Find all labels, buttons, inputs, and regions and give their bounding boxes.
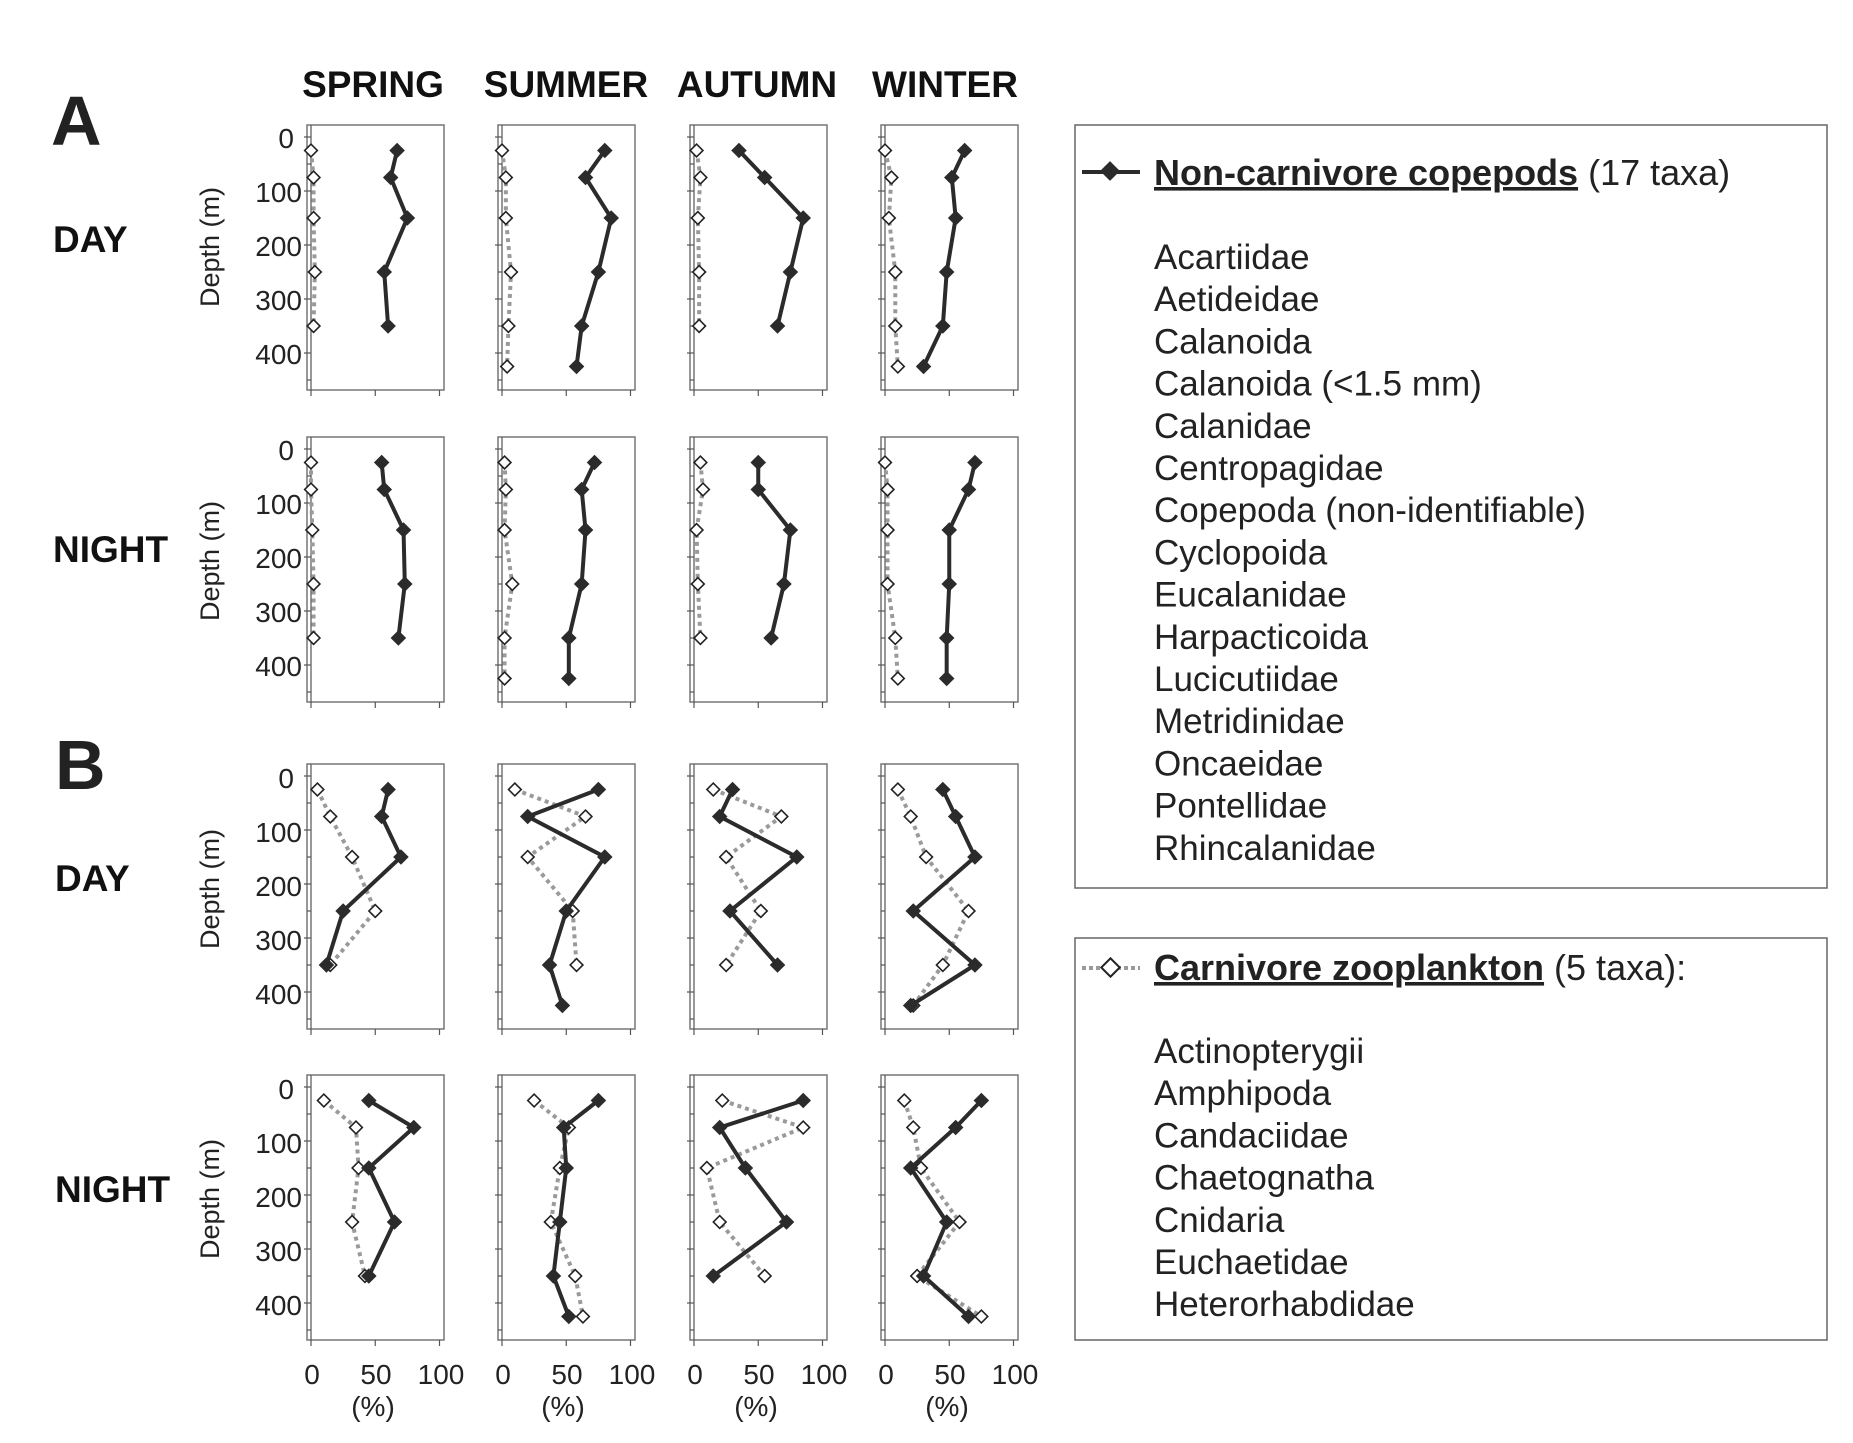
- noncarnivore-point: [520, 809, 536, 825]
- carnivore-point: [898, 1094, 911, 1107]
- legend-carnivore-items: [1154, 1032, 1415, 1324]
- noncarnivore-point: [546, 1268, 562, 1284]
- x-tick-label: 50: [360, 1359, 392, 1390]
- carnivore-point: [797, 1121, 810, 1134]
- carnivore-point: [498, 456, 511, 469]
- noncarnivore-series-line: [911, 790, 975, 1006]
- carnivore-point: [693, 320, 706, 333]
- noncarnivore-point: [391, 630, 407, 646]
- panel-b-day-spring: [304, 764, 444, 1035]
- noncarnivore-point: [725, 782, 741, 798]
- carnivore-point: [307, 171, 320, 184]
- noncarnivore-point: [574, 482, 590, 498]
- carnivore-point: [346, 1216, 359, 1229]
- carnivore-series-line: [904, 1101, 981, 1317]
- carnivore-point: [697, 483, 710, 496]
- y-axis-label-a-night: Depth (m): [195, 500, 225, 622]
- y-tick-label: 200: [255, 231, 302, 262]
- noncarnivore-point: [396, 522, 412, 538]
- legend-carnivore: [1075, 938, 1827, 1340]
- noncarnivore-point: [374, 455, 390, 471]
- noncarnivore-point: [967, 455, 983, 471]
- noncarnivore-point: [941, 522, 957, 538]
- panel-a-night-summer: [495, 437, 635, 708]
- legend-taxon: Amphipoda: [1154, 1074, 1332, 1114]
- panel-a-day-winter: [878, 125, 1018, 396]
- carnivore-point: [716, 1094, 729, 1107]
- carnivore-point: [498, 524, 511, 537]
- panel-a-day-spring: [304, 125, 444, 396]
- carnivore-point: [307, 320, 320, 333]
- noncarnivore-point: [712, 809, 728, 825]
- legend-taxon: Aetideidae: [1154, 280, 1320, 320]
- noncarnivore-point: [776, 576, 792, 592]
- legend-noncarnivore: [1075, 125, 1827, 888]
- carnivore-point: [306, 524, 319, 537]
- panel-b-night-autumn: [687, 1075, 827, 1346]
- legend-taxon: Cnidaria: [1154, 1200, 1285, 1240]
- carnivore-point: [501, 360, 514, 373]
- legend-taxon: Pontellidae: [1154, 786, 1328, 826]
- noncarnivore-series-line: [577, 151, 612, 367]
- y-tick-label: 100: [255, 817, 302, 848]
- legend-taxon: Eucalanidae: [1154, 575, 1347, 615]
- legend-taxon: Calanoida (<1.5 mm): [1154, 364, 1482, 404]
- y-tick-label: 100: [255, 489, 302, 520]
- carnivore-point: [754, 905, 767, 918]
- legend-taxon: Copepoda (non-identifiable): [1154, 491, 1586, 531]
- legend-taxon: Euchaetidae: [1154, 1243, 1349, 1282]
- x-tick-label: 100: [991, 1359, 1039, 1390]
- panel-a-night-autumn: [687, 437, 827, 708]
- legend-taxon: Harpacticoida: [1154, 617, 1368, 657]
- legend-noncarnivore-title: Non-carnivore copepods: [1154, 152, 1579, 193]
- carnivore-point: [528, 1094, 541, 1107]
- carnivore-point: [889, 632, 902, 645]
- row-label-a-night: NIGHT: [53, 529, 169, 570]
- carnivore-point: [891, 360, 904, 373]
- panel-frame: [690, 125, 827, 390]
- carnivore-point: [498, 632, 511, 645]
- x-axis-label: (%): [734, 1391, 778, 1422]
- carnivore-point: [569, 1270, 582, 1283]
- y-tick-label: 0: [278, 763, 294, 794]
- y-tick-label: 0: [278, 123, 294, 154]
- noncarnivore-point: [376, 482, 392, 498]
- noncarnivore-series-line: [528, 790, 605, 1006]
- y-tick-label: 400: [255, 979, 302, 1010]
- noncarnivore-point: [763, 630, 779, 646]
- noncarnivore-point: [376, 264, 392, 280]
- carnivore-point: [505, 266, 518, 279]
- panel-letter-a: A: [51, 82, 102, 160]
- y-tick-label: 100: [255, 1128, 302, 1159]
- y-tick-label: 300: [255, 285, 302, 316]
- panel-frame: [307, 125, 444, 390]
- y-tick-label: 300: [255, 597, 302, 628]
- panel-frame: [498, 437, 635, 702]
- noncarnivore-point: [941, 576, 957, 592]
- y-tick-label: 400: [255, 651, 302, 682]
- noncarnivore-point: [561, 671, 577, 687]
- legend-carnivore-heading: [1154, 947, 1686, 988]
- carnivore-point: [758, 1270, 771, 1283]
- carnivore-point: [311, 783, 324, 796]
- season-header-summer: SUMMER: [483, 64, 649, 105]
- legend-taxon: Metridinidae: [1154, 702, 1345, 742]
- y-tick-label: 100: [255, 177, 302, 208]
- noncarnivore-point: [578, 522, 594, 538]
- carnivore-point: [307, 212, 320, 225]
- carnivore-point: [962, 905, 975, 918]
- panel-b-day-summer: [495, 764, 635, 1035]
- x-axis-label: (%): [351, 1391, 395, 1422]
- noncarnivore-point: [561, 1309, 577, 1325]
- x-tick-label: 0: [687, 1359, 703, 1390]
- row-label-b-day: DAY: [55, 858, 130, 899]
- carnivore-point: [307, 632, 320, 645]
- noncarnivore-point: [387, 1214, 403, 1230]
- legend-taxon: Actinopterygii: [1154, 1032, 1365, 1071]
- y-axis-label-b-night: Depth (m): [195, 1138, 225, 1260]
- panel-b-night-summer: [495, 1075, 635, 1346]
- carnivore-point: [694, 456, 707, 469]
- panel-frame: [307, 1075, 444, 1340]
- panel-frame: [498, 125, 635, 390]
- panel-b-night-spring: [304, 1075, 444, 1346]
- carnivore-point: [936, 959, 949, 972]
- legend-taxon: Centropagidae: [1154, 449, 1384, 488]
- legend-taxon: Candaciidae: [1154, 1116, 1349, 1156]
- x-tick-label: 0: [304, 1359, 320, 1390]
- y-tick-label: 0: [278, 1074, 294, 1105]
- noncarnivore-point: [948, 809, 964, 825]
- panel-b-day-autumn: [687, 764, 827, 1035]
- legend-noncarnivore-items: [1154, 238, 1586, 868]
- x-tick-label: 100: [800, 1359, 848, 1390]
- y-ticks-a-night: [255, 435, 302, 682]
- legend-taxon: Calanoida: [1154, 322, 1312, 362]
- carnivore-point: [498, 672, 511, 685]
- y-axis-label-b-day: Depth (m): [195, 828, 225, 950]
- carnivore-point: [346, 851, 359, 864]
- x-tick-label: 100: [417, 1359, 465, 1390]
- legend-taxon: Rhincalanidae: [1154, 828, 1376, 868]
- row-label-a-day: DAY: [53, 219, 128, 260]
- y-tick-label: 300: [255, 1236, 302, 1267]
- noncarnivore-point: [591, 264, 607, 280]
- carnivore-point: [889, 320, 902, 333]
- legend-taxon: Cyclopoida: [1154, 533, 1328, 573]
- carnivore-point: [502, 320, 515, 333]
- carnivore-point: [369, 905, 382, 918]
- legend-carnivore-title: Carnivore zooplankton: [1154, 947, 1545, 988]
- x-axis-label: (%): [925, 1391, 969, 1422]
- carnivore-point: [690, 524, 703, 537]
- legend-taxon: Heterorhabdidae: [1154, 1285, 1415, 1325]
- noncarnivore-point: [574, 318, 590, 334]
- y-tick-label: 200: [255, 1182, 302, 1213]
- carnivore-point: [700, 1162, 713, 1175]
- carnivore-point: [508, 783, 521, 796]
- panel-frame: [690, 764, 827, 1029]
- noncarnivore-series-line: [553, 1101, 598, 1317]
- panel-frame: [307, 764, 444, 1029]
- panel-b-night-winter: [878, 1075, 1018, 1346]
- x-tick-label: 50: [743, 1359, 775, 1390]
- x-tick-label: 100: [608, 1359, 656, 1390]
- legend-noncarnivore-swatch-marker: [1100, 161, 1120, 181]
- carnivore-point: [690, 144, 703, 157]
- noncarnivore-point: [916, 359, 932, 375]
- legend-carnivore-swatch-marker: [1101, 958, 1119, 976]
- carnivore-point: [920, 851, 933, 864]
- row-label-b-night: NIGHT: [55, 1169, 171, 1210]
- noncarnivore-series-line: [326, 790, 401, 966]
- noncarnivore-point: [389, 143, 405, 159]
- noncarnivore-point: [374, 809, 390, 825]
- noncarnivore-point: [591, 782, 607, 798]
- x-ticks-spring: [304, 1359, 464, 1422]
- season-header-autumn: AUTUMN: [676, 64, 838, 105]
- noncarnivore-point: [939, 630, 955, 646]
- x-ticks-autumn: [687, 1359, 847, 1422]
- carnivore-point: [881, 578, 894, 591]
- y-tick-label: 0: [278, 435, 294, 466]
- noncarnivore-point: [957, 143, 973, 159]
- x-tick-label: 50: [551, 1359, 583, 1390]
- noncarnivore-point: [948, 210, 964, 226]
- carnivore-point: [317, 1094, 330, 1107]
- panel-frame: [498, 1075, 635, 1340]
- noncarnivore-point: [944, 170, 960, 186]
- legend-taxon: Lucicutiidae: [1154, 660, 1339, 699]
- chart-panels: [304, 125, 1018, 1346]
- y-tick-label: 200: [255, 543, 302, 574]
- noncarnivore-point: [935, 318, 951, 334]
- carnivore-point: [891, 783, 904, 796]
- noncarnivore-point: [400, 210, 416, 226]
- y-ticks-a-day: [255, 123, 302, 370]
- legend-carnivore-suffix: (5 taxa):: [1544, 947, 1687, 988]
- carnivore-point: [506, 578, 519, 591]
- panel-a-night-spring: [304, 437, 444, 708]
- noncarnivore-point: [574, 576, 590, 592]
- x-axis-label: (%): [541, 1391, 585, 1422]
- carnivore-point: [694, 171, 707, 184]
- noncarnivore-point: [750, 455, 766, 471]
- noncarnivore-point: [561, 630, 577, 646]
- legend-taxon: Oncaeidae: [1154, 744, 1324, 784]
- carnivore-point: [570, 959, 583, 972]
- y-tick-label: 300: [255, 925, 302, 956]
- carnivore-point: [577, 1310, 590, 1323]
- legend-taxon: Acartiidae: [1154, 238, 1310, 277]
- legend-taxon: Chaetognatha: [1154, 1158, 1374, 1198]
- noncarnivore-point: [380, 782, 396, 798]
- carnivore-point: [720, 959, 733, 972]
- y-tick-label: 200: [255, 871, 302, 902]
- x-ticks-winter: [878, 1359, 1038, 1422]
- y-tick-label: 400: [255, 339, 302, 370]
- carnivore-point: [904, 810, 917, 823]
- noncarnivore-point: [587, 455, 603, 471]
- legend-taxon: Calanidae: [1154, 406, 1312, 446]
- noncarnivore-point: [939, 264, 955, 280]
- noncarnivore-point: [961, 482, 977, 498]
- carnivore-point: [307, 578, 320, 591]
- carnivore-point: [694, 632, 707, 645]
- carnivore-point: [707, 783, 720, 796]
- panel-a-day-autumn: [687, 125, 827, 396]
- legend-noncarnivore-suffix: (17 taxa): [1578, 152, 1731, 193]
- carnivore-point: [891, 672, 904, 685]
- noncarnivore-point: [770, 318, 786, 334]
- x-tick-label: 0: [495, 1359, 511, 1390]
- carnivore-point: [775, 810, 788, 823]
- carnivore-point: [889, 266, 902, 279]
- y-ticks-b-day: [255, 763, 302, 1010]
- noncarnivore-point: [397, 576, 413, 592]
- noncarnivore-point: [383, 170, 399, 186]
- y-ticks-b-night: [255, 1074, 302, 1321]
- noncarnivore-point: [569, 359, 585, 375]
- panel-a-night-winter: [878, 437, 1018, 708]
- carnivore-point: [693, 266, 706, 279]
- panel-b-day-winter: [878, 764, 1018, 1035]
- noncarnivore-point: [783, 264, 799, 280]
- x-tick-label: 50: [934, 1359, 966, 1390]
- panel-letter-b: B: [55, 726, 106, 804]
- carnivore-point: [907, 1121, 920, 1134]
- panel-frame: [307, 437, 444, 702]
- noncarnivore-point: [542, 957, 558, 973]
- season-header-winter: WINTER: [872, 64, 1018, 105]
- carnivore-point: [881, 483, 894, 496]
- noncarnivore-point: [380, 318, 396, 334]
- noncarnivore-series-line: [924, 151, 965, 367]
- carnivore-point: [881, 524, 894, 537]
- noncarnivore-point: [939, 671, 955, 687]
- season-header-spring: SPRING: [302, 64, 444, 105]
- legend-noncarnivore-heading: [1154, 152, 1730, 193]
- y-axis-label-a-day: Depth (m): [195, 186, 225, 308]
- x-tick-label: 0: [878, 1359, 894, 1390]
- noncarnivore-series-line: [911, 1101, 982, 1317]
- panel-a-day-summer: [495, 125, 635, 396]
- noncarnivore-point: [795, 1093, 811, 1109]
- noncarnivore-point: [555, 998, 571, 1014]
- y-tick-label: 400: [255, 1290, 302, 1321]
- carnivore-point: [885, 171, 898, 184]
- noncarnivore-point: [935, 782, 951, 798]
- x-ticks-summer: [495, 1359, 655, 1422]
